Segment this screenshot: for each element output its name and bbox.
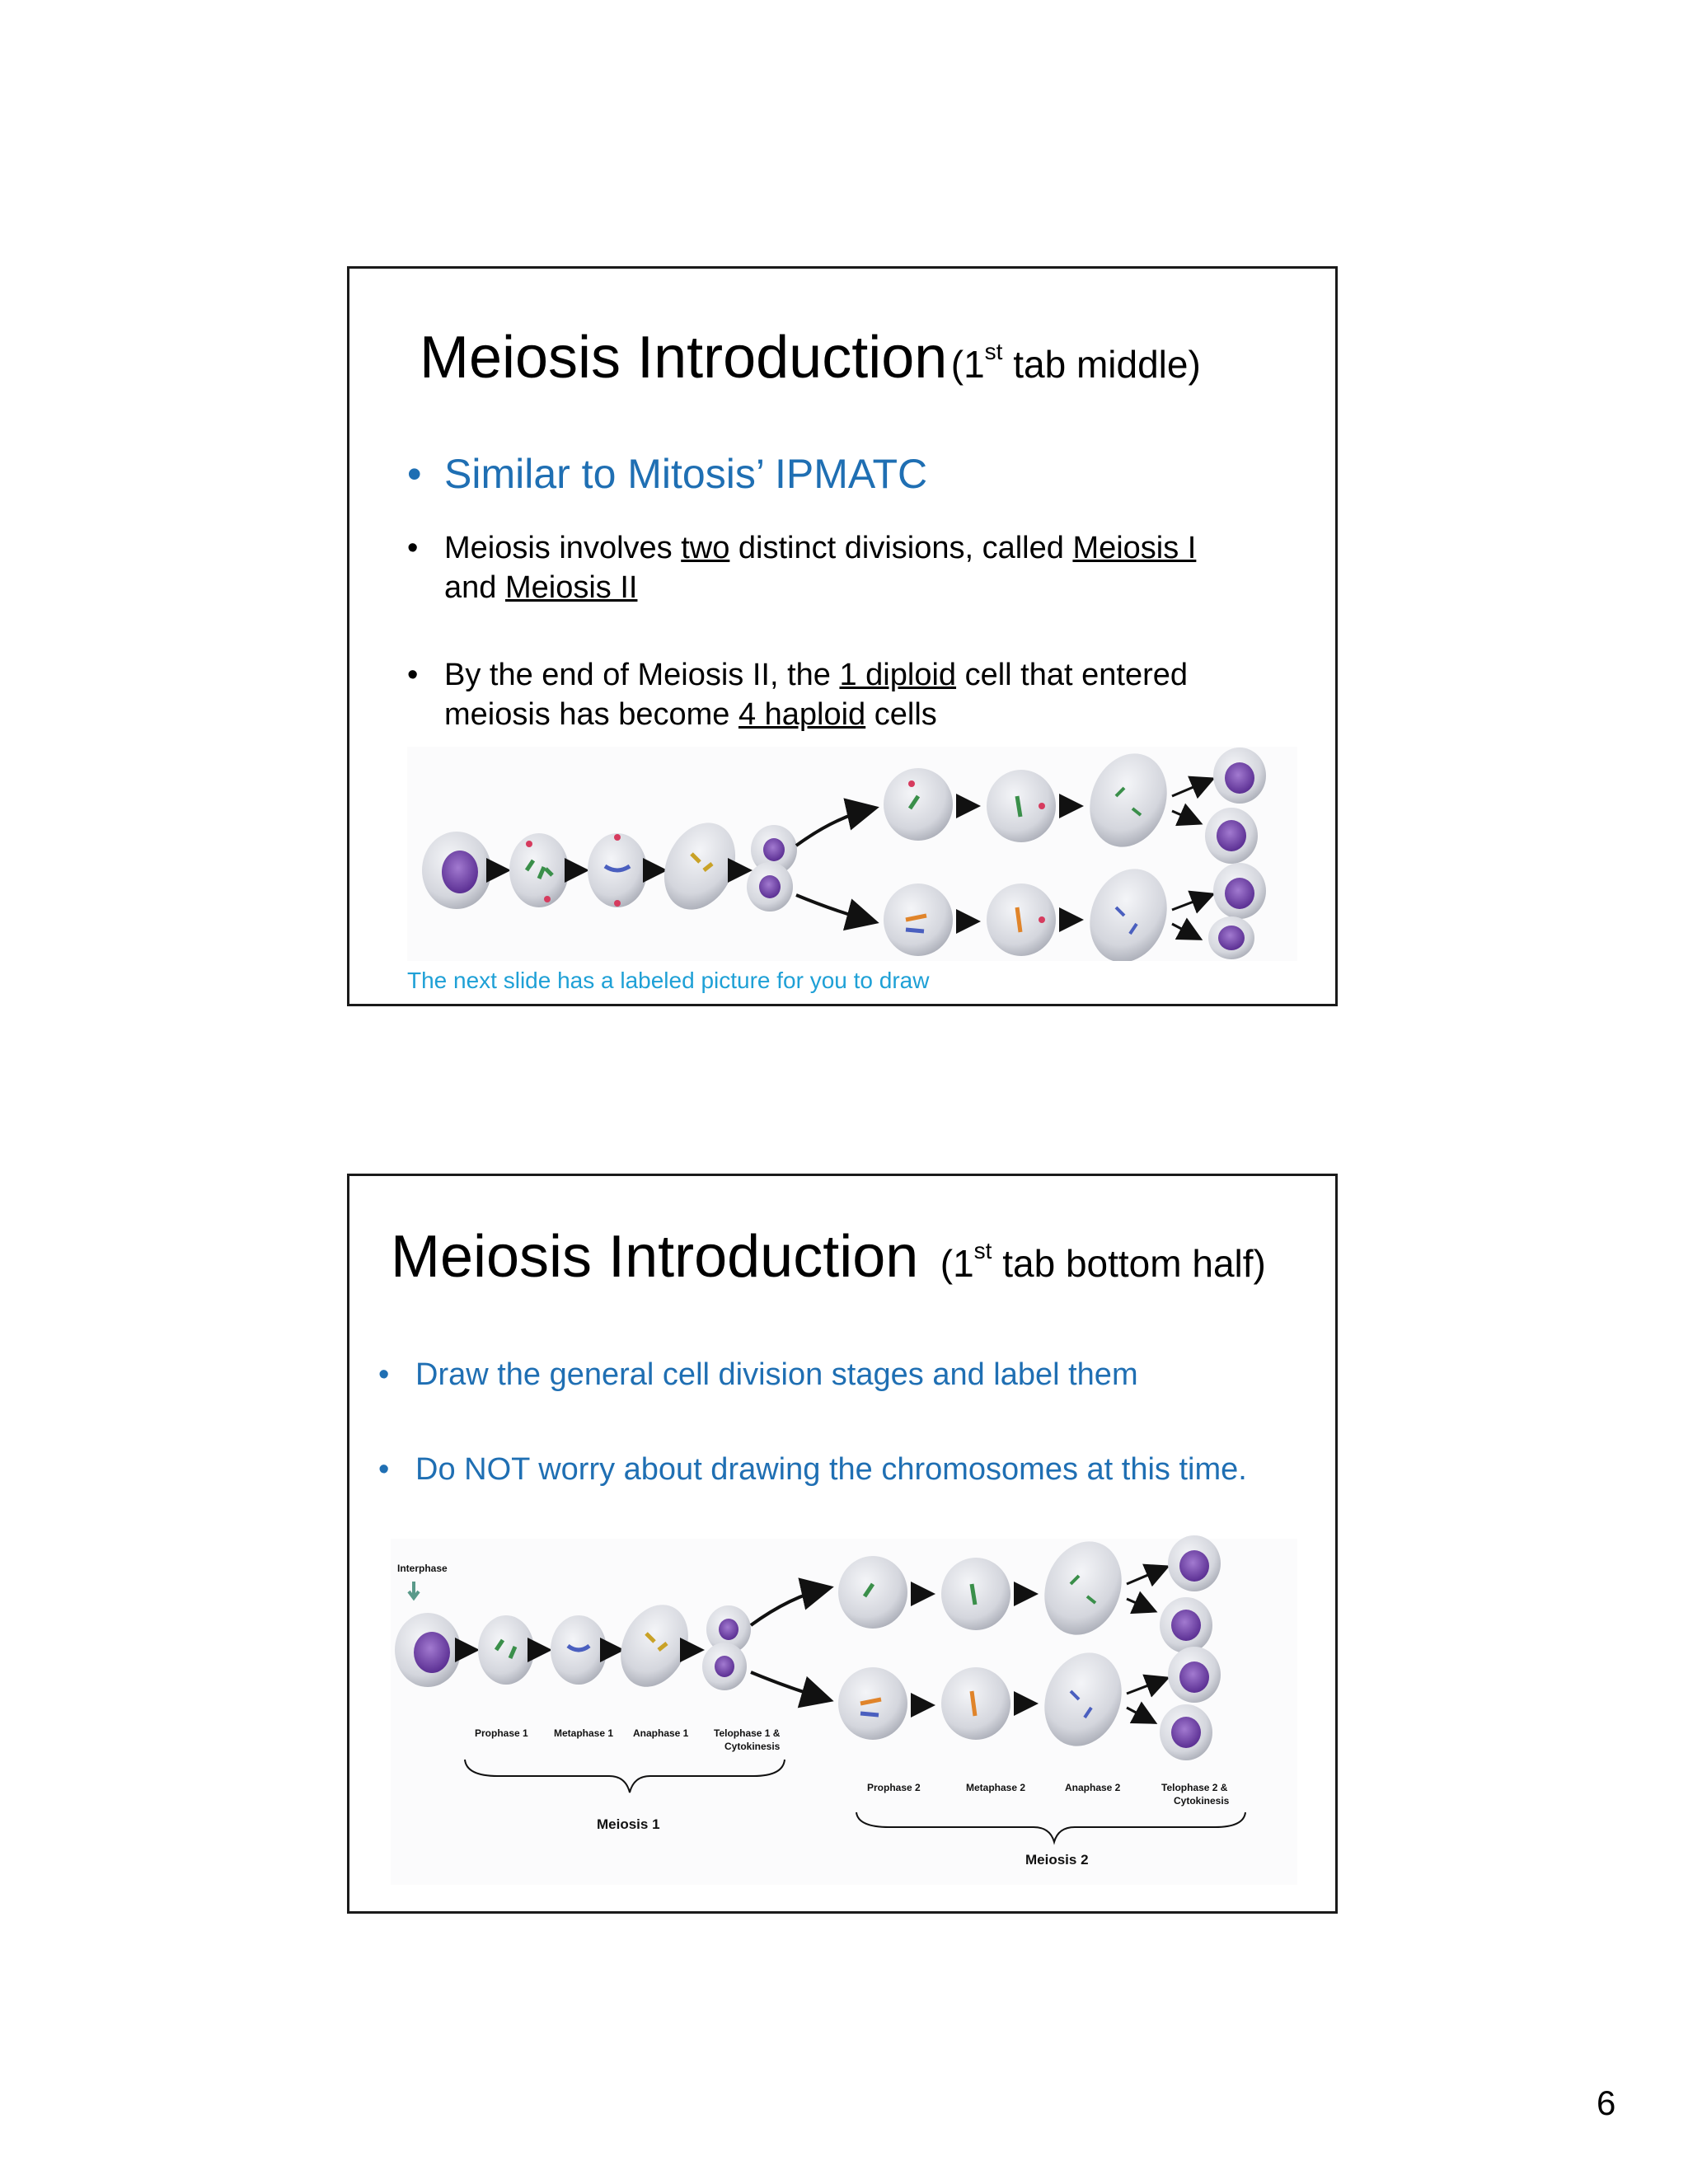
slide-1 [347, 266, 1338, 1006]
label-telophase2-line1: Telophase 2 & [1161, 1782, 1228, 1793]
bullet-similar-mitosis: • Similar to Mitosis’ IPMATC [407, 451, 928, 497]
label-metaphase2: Metaphase 2 [966, 1782, 1026, 1793]
slide-2 [347, 1174, 1338, 1914]
label-anaphase1: Anaphase 1 [633, 1727, 689, 1739]
label-telophase2-line2: Cytokinesis [1174, 1795, 1230, 1807]
bullet-two-divisions: • Meiosis involves two distinct divisions, called Meiosis I and Meiosis II [407, 531, 1197, 605]
label-meiosis2: Meiosis 2 [1025, 1852, 1089, 1868]
label-prophase2: Prophase 2 [867, 1782, 921, 1793]
label-telophase1-line1: Telophase 1 & [714, 1727, 781, 1739]
slide-title: Meiosis Introduction (1st tab bottom half) [391, 1224, 1266, 1290]
caption-next-slide: The next slide has a labeled picture for you to draw [407, 968, 930, 993]
metaphase1-cell [588, 833, 647, 907]
label-meiosis1: Meiosis 1 [597, 1816, 660, 1832]
label-prophase1: Prophase 1 [475, 1727, 528, 1739]
bullet-diploid-haploid: • By the end of Meiosis II, the 1 diploid cell that entered meiosis has become 4 haploid cells [407, 658, 1189, 732]
label-interphase: Interphase [397, 1563, 448, 1574]
slide-title: Meiosis Introduction (1st tab middle) [420, 325, 1201, 391]
meiosis-diagram [407, 747, 1297, 961]
page-number: 6 [1597, 2083, 1616, 2122]
labeled-meiosis-diagram [391, 1530, 1297, 1893]
label-metaphase1: Metaphase 1 [554, 1727, 614, 1739]
prophase1-cell [509, 833, 569, 907]
label-telophase1-line2: Cytokinesis [724, 1741, 781, 1752]
label-anaphase2: Anaphase 2 [1065, 1782, 1121, 1793]
bullet-draw-stages: • Draw the general cell division stages and label them [378, 1357, 1138, 1392]
interphase-cell [422, 832, 491, 909]
bullet-do-not-worry: • Do NOT worry about drawing the chromosomes at this time. [378, 1452, 1247, 1487]
